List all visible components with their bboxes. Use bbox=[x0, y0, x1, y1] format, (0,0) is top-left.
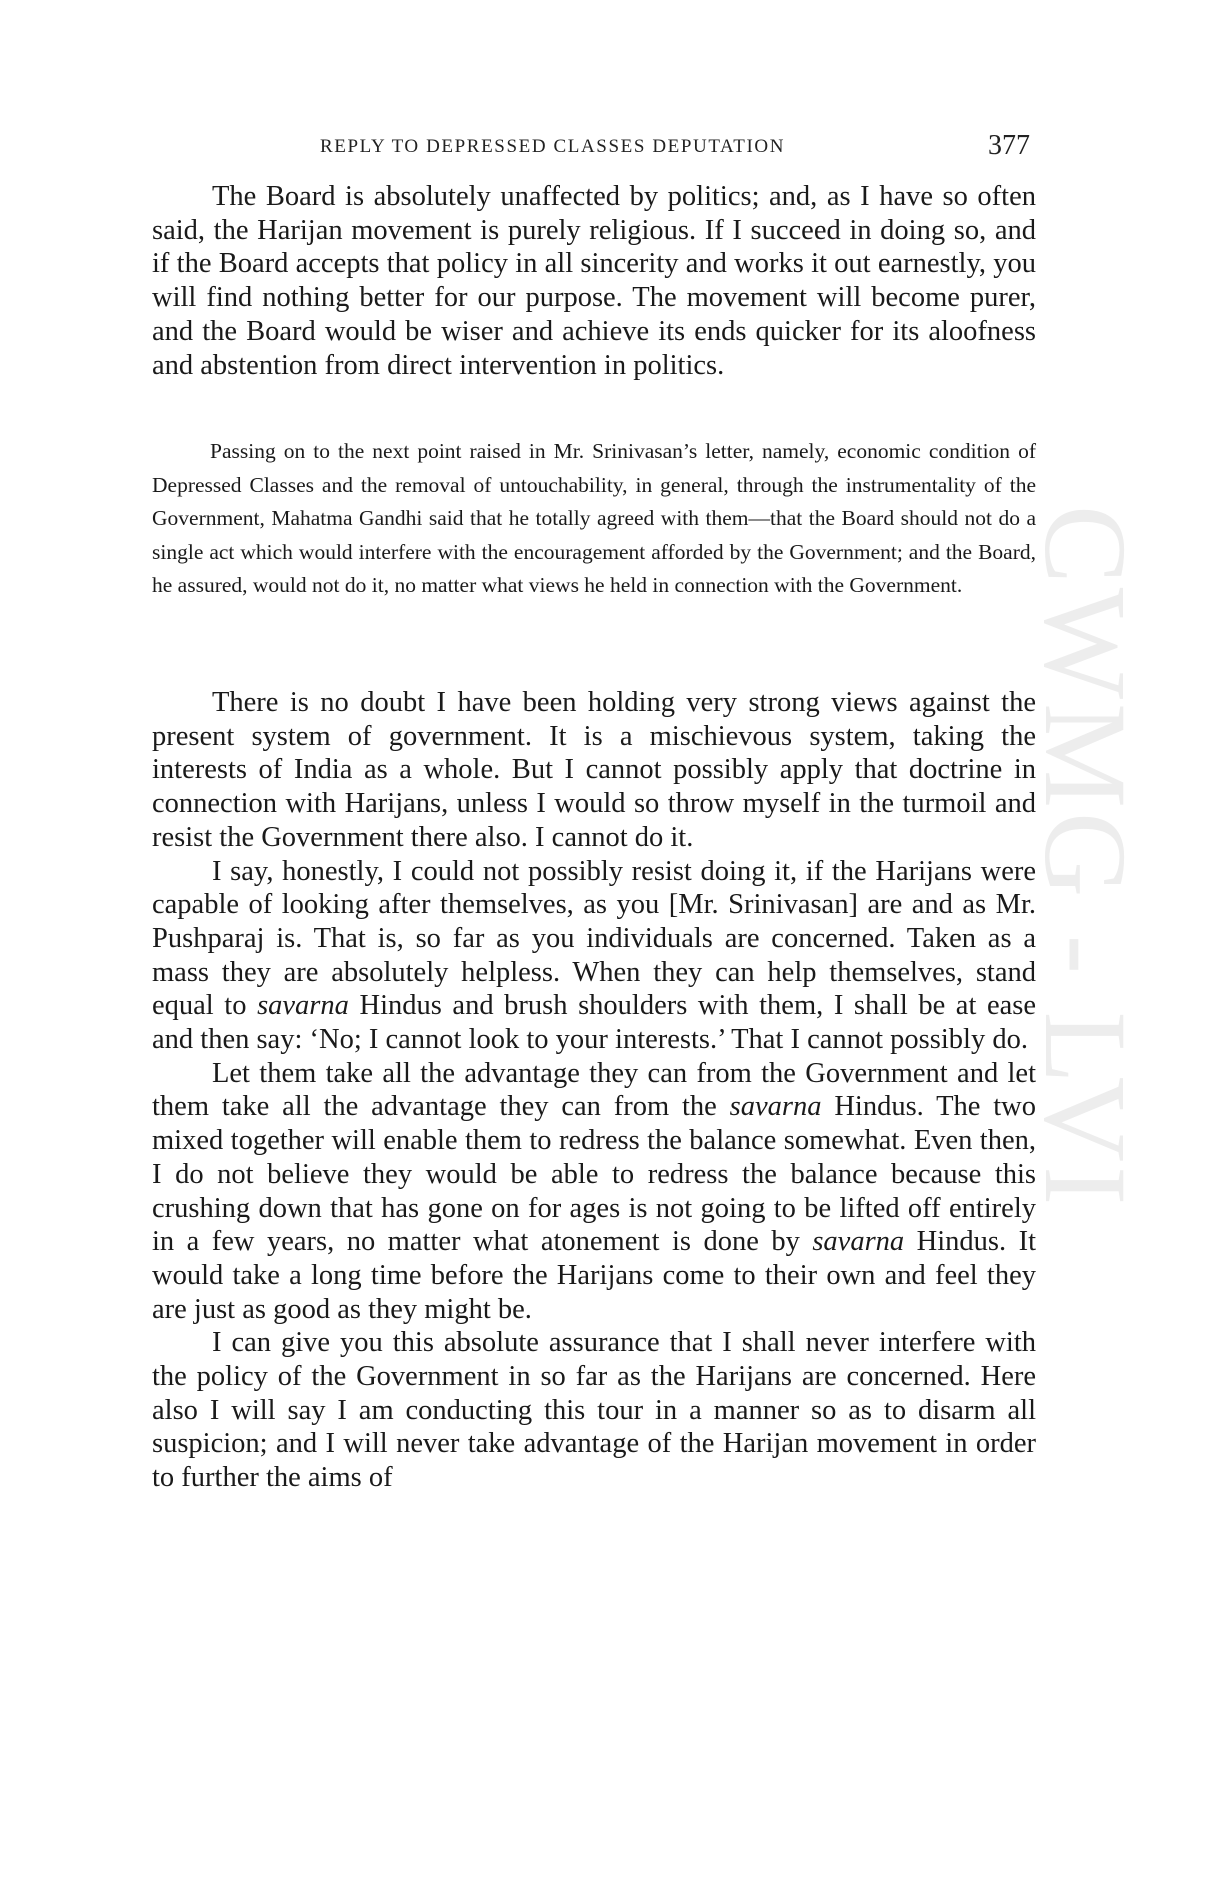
speech-paragraph-4-text-a: Let them take all the advantage they can from the Government and let them take all the advantage they can from the bbox=[152, 1057, 1036, 1123]
speech-continuation-block bbox=[152, 686, 1036, 1495]
italic-term: savarna bbox=[729, 1091, 822, 1123]
speech-paragraph-1-block bbox=[152, 180, 1036, 382]
watermark: CWMG - LVI bbox=[1020, 505, 1151, 1210]
narration-paragraph: Passing on to the next point raised in Mr. Srinivasan’s letter, namely, economic condition of Depressed Classes and the removal of untouchability, in general, through the instrumentality of the Government, Mahatma Gandhi said that he totally agreed with them—that the Board should not do a single act which would interfere with the encouragement afforded by the Government; and the Board, he assured, would not do it, no matter what views he held in connection with the Government. bbox=[152, 439, 1036, 597]
italic-term: savarna bbox=[257, 990, 349, 1022]
speech-paragraph-4 bbox=[152, 1057, 1036, 1327]
speech-paragraph-4-text-c: Hindus. It would take a long time before the Harijans come to their own and feel they are just as good as they might be. bbox=[152, 1226, 1036, 1325]
speech-paragraph-4-text-b: Hindus. The two mixed together will enable them to redress the balance somewhat. Even then, I do not believe they would be able to redress the balance because this crushing down that has gone on for ages is not going to be lifted off entirely in a few years, no matter what atonement is done by bbox=[152, 1091, 1037, 1258]
speech-paragraph-1: The Board is absolutely unaffected by politics; and, as I have so often said, the Harijan movement is purely religious. If I succeed in doing so, and if the Board accepts that policy in all sincerity and works it out earnestly, you will find nothing better for our purpose. The movement will become purer, and the Board would be wiser and achieve its ends quicker for its aloofness and abstention from direct intervention in politics. bbox=[152, 181, 1036, 381]
speech-paragraph-5: I can give you this absolute assurance that I shall never interfere with the policy of the Government in so far as the Harijans are concerned. Here also I will say I am conducting this tour in a manner so as to disarm all suspicion; and I will never take advantage of the Harijan movement in order to further the aims of bbox=[152, 1327, 1036, 1494]
speech-paragraph-3-text-a: I say, honestly, I could not possibly resist doing it, if the Harijans were capable of looking after themselves, as you [Mr. Srinivasan] are and as Mr. Pushparaj is. That is, so far as you individuals are concerned. Taken as a mass they are absolutely helpless. When they can help themselves, stand equal to bbox=[152, 855, 1036, 1022]
page-number: 377 bbox=[988, 130, 1030, 161]
speech-paragraph-3-text-b: Hindus and brush shoulders with them, I shall be at ease and then say: ‘No; I cannot look to your interests.’ That I cannot possibly do. bbox=[152, 990, 1036, 1056]
running-header: REPLY TO DEPRESSED CLASSES DEPUTATION bbox=[320, 136, 786, 157]
speech-paragraph-2: There is no doubt I have been holding very strong views against the present system of government. It is a mischievous system, taking the interests of India as a whole. But I cannot possibly apply that doctrine in connection with Harijans, unless I would so throw myself in the turmoil and resist the Government there also. I cannot do it. bbox=[152, 687, 1036, 853]
italic-term: savarna bbox=[812, 1226, 905, 1258]
narration-block bbox=[152, 435, 1036, 603]
speech-paragraph-3 bbox=[152, 855, 1036, 1057]
